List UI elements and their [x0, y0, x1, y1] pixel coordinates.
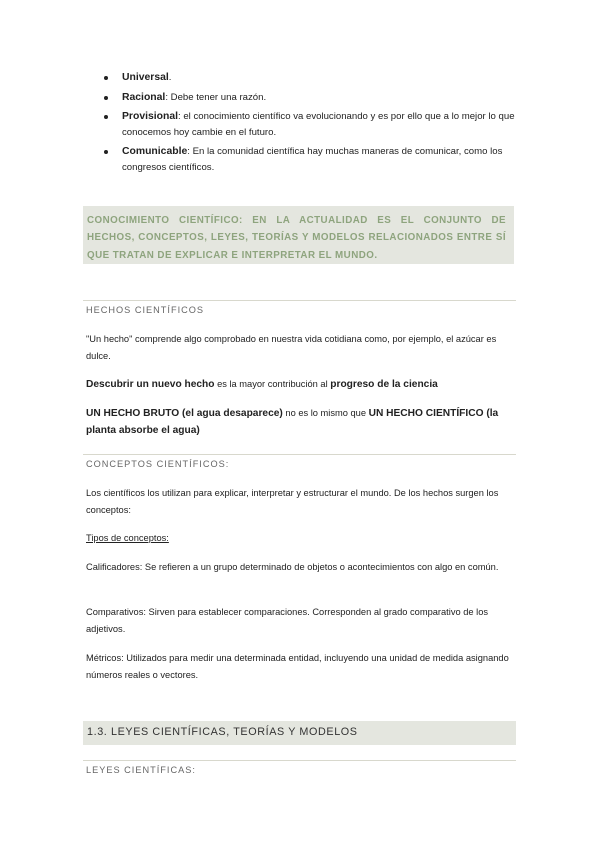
emphasis: Descubrir un nuevo hecho — [86, 379, 215, 390]
section-title: 1.3. LEYES CIENTÍFICAS, TEORÍAS Y MODELOS — [87, 726, 358, 738]
tipos-heading: Tipos de conceptos: — [86, 533, 169, 543]
comparativos-paragraph: Comparativos: Sirven para establecer comparaciones. Corresponden al grado comparativo de los adjetivos. — [86, 607, 489, 634]
bullet-icon — [104, 76, 108, 80]
properties-list — [104, 70, 524, 179]
divider — [83, 760, 516, 761]
list-item — [104, 144, 524, 175]
description: : Debe tener una razón. — [165, 91, 267, 103]
hechos-heading: HECHOS CIENTÍFICOS — [86, 305, 205, 315]
emphasis: UN HECHO CIENTÍFICO (la planta absorbe el agua) — [86, 408, 499, 436]
emphasis: UN HECHO BRUTO (el agua desaparece) — [86, 408, 283, 419]
bullet-icon — [104, 150, 108, 154]
calificadores-paragraph: Calificadores: Se refieren a un grupo determinado de objetos o acontecimientos con algo en común. — [86, 562, 499, 572]
list-item — [104, 109, 524, 140]
leyes-heading: LEYES CIENTÍFICAS: — [86, 765, 196, 775]
descubrir-paragraph — [86, 376, 514, 393]
hecho-bruto-paragraph — [86, 405, 514, 439]
list-item — [104, 70, 524, 86]
text: es la mayor contribución al — [214, 379, 331, 389]
list-item — [104, 90, 524, 106]
bullet-icon — [104, 96, 108, 100]
description: . — [168, 72, 172, 83]
term: Universal — [122, 72, 169, 83]
description: : el conocimiento científico va evolucionando y es por ello que a lo mejor lo que conocemos hoy cambie en el futuro. — [122, 111, 515, 138]
divider — [83, 300, 516, 301]
bullet-icon — [104, 115, 108, 119]
term: Provisional — [122, 111, 179, 122]
term: Racional — [122, 91, 166, 103]
section-heading-bar — [83, 721, 516, 745]
emphasis: progreso de la ciencia — [330, 379, 438, 390]
conceptos-intro: Los científicos los utilizan para explicar, interpretar y estructurar el mundo. De los hechos surgen los conceptos: — [86, 488, 499, 515]
description: : En la comunidad científica hay muchas maneras de comunicar, como los congresos científicos. — [122, 146, 503, 173]
conceptos-heading: CONCEPTOS CIENTÍFICOS: — [86, 459, 230, 469]
divider — [83, 454, 516, 455]
definition-box: CONOCIMIENTO CIENTÍFICO: EN LA ACTUALIDAD ES EL CONJUNTO DE HECHOS, CONCEPTOS, LEYES, TEORÍAS Y MODELOS RELACIONADOS ENTRE SÍ QUE TRATAN DE EXPLICAR E INTERPRETAR EL MUNDO. — [83, 206, 514, 264]
hechos-paragraph: "Un hecho" comprende algo comprobado en nuestra vida cotidiana como, por ejemplo, el azúcar es dulce. — [86, 334, 497, 361]
term: Comunicable — [122, 146, 188, 157]
text: no es lo mismo que — [282, 408, 369, 418]
metricos-paragraph: Métricos: Utilizados para medir una determinada entidad, incluyendo una unidad de medida asignando números reales o vectores. — [86, 653, 509, 680]
